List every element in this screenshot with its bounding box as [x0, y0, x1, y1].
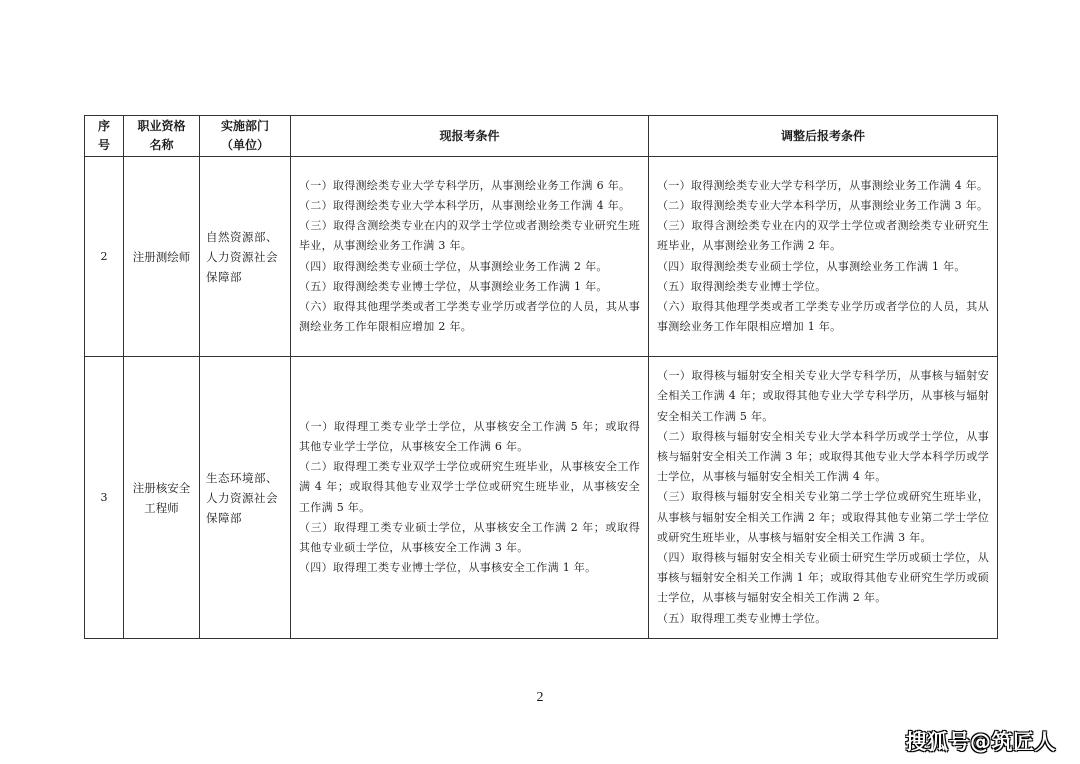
- condition-item: （五）取得测绘类专业博士学位，从事测绘业务工作满 1 年。: [299, 279, 608, 293]
- watermark-text: 搜狐号@筑匠人: [905, 730, 1056, 754]
- condition-item: （五）取得理工类专业博士学位。: [657, 611, 827, 625]
- condition-item: （二）取得测绘类专业大学本科学历，从事测绘业务工作满 4 年。: [299, 198, 631, 212]
- header-dept: [200, 116, 291, 157]
- page-number: 2: [536, 690, 544, 705]
- header-name: 职业资格名称: [124, 116, 200, 157]
- row-qualification-name: 注册测绘师: [124, 157, 200, 357]
- condition-item: （四）取得测绘类专业硕士学位，从事测绘业务工作满 2 年。: [299, 259, 608, 273]
- row-department: 生态环境部、人力资源社会保障部: [200, 357, 291, 639]
- condition-item: （二）取得理工类专业双学士学位或研究生班毕业，从事核安全工作满 4 年；或取得其他专业双学士学位或研究生班毕业，从事核安全工作满 5 年。: [299, 460, 640, 514]
- row-num: 3: [85, 357, 124, 639]
- condition-item: （四）取得核与辐射安全相关专业硕士研究生学历或硕士学位，从事核与辐射安全相关工作满 1 年；或取得其他专业研究生学历或硕士学位，从事核与辐射安全相关工作满 2 年。: [657, 551, 989, 605]
- row-qualification-name: 注册核安全工程师: [124, 357, 200, 639]
- condition-item: （二）取得核与辐射安全相关专业大学本科学历或学士学位，从事核与辐射安全相关工作满 3 年；或取得其他专业大学本科学历或学士学位，从事核与辐射安全相关工作满 4 年。: [657, 429, 989, 484]
- condition-item: （四）取得测绘类专业硕士学位，从事测绘业务工作满 1 年。: [657, 259, 966, 273]
- table-row: [85, 157, 998, 357]
- row-adjusted-conditions: [649, 357, 998, 639]
- header-dept-line2: （单位）: [220, 138, 269, 152]
- header-current: 现报考条件: [291, 116, 649, 157]
- condition-item: （三）取得理工类专业硕士学位，从事核安全工作满 2 年；或取得其他专业硕士学位，从事核安全工作满 3 年。: [299, 520, 640, 554]
- condition-item: （六）取得其他理学类或者工学类专业学历或者学位的人员，其从事测绘业务工作年限相应增加 1 年。: [657, 299, 989, 334]
- condition-item: （五）取得测绘类专业博士学位。: [657, 279, 827, 293]
- row-adjusted-conditions: [649, 157, 998, 357]
- condition-item: （二）取得测绘类专业大学本科学历，从事测绘业务工作满 3 年。: [657, 198, 989, 212]
- row-department: 自然资源部、人力资源社会保障部: [200, 157, 291, 357]
- header-num: 序号: [85, 116, 124, 157]
- header-adjusted: 调整后报考条件: [649, 116, 998, 157]
- condition-item: （四）取得理工类专业博士学位，从事核安全工作满 1 年。: [299, 561, 597, 575]
- table-header-row: [85, 116, 998, 157]
- condition-item: （一）取得核与辐射安全相关专业大学专科学历，从事核与辐射安全相关工作满 4 年；或取得其他专业大学专科学历，从事核与辐射安全相关工作满 5 年。: [657, 369, 989, 423]
- row-num: 2: [85, 157, 124, 357]
- condition-item: （三）取得含测绘类专业在内的双学士学位或者测绘类专业研究生班毕业，从事测绘业务工作满 3 年。: [299, 219, 640, 253]
- qualification-table: [84, 115, 998, 639]
- condition-item: （三）取得含测绘类专业在内的双学士学位或者测绘类专业研究生班毕业，从事测绘业务工作满 2 年。: [657, 219, 989, 253]
- row-current-conditions: [291, 157, 649, 357]
- header-dept-line1: 实施部门: [220, 119, 269, 133]
- condition-item: （三）取得核与辐射安全相关专业第二学士学位或研究生班毕业，从事核与辐射安全相关工作满 2 年；或取得其他专业第二学士学位或研究生班毕业，从事核与辐射安全相关工作满 3 年。: [657, 490, 989, 544]
- condition-item: （六）取得其他理学类或者工学类专业学历或者学位的人员，其从事测绘业务工作年限相应增加 2 年。: [299, 299, 640, 334]
- table-row: [85, 357, 998, 639]
- condition-item: （一）取得理工类专业学士学位，从事核安全工作满 5 年；或取得其他专业学士学位，从事核安全工作满 6 年。: [299, 419, 640, 453]
- row-current-conditions: [291, 357, 649, 639]
- condition-item: （一）取得测绘类专业大学专科学历，从事测绘业务工作满 6 年。: [299, 178, 631, 192]
- condition-item: （一）取得测绘类专业大学专科学历，从事测绘业务工作满 4 年。: [657, 178, 989, 192]
